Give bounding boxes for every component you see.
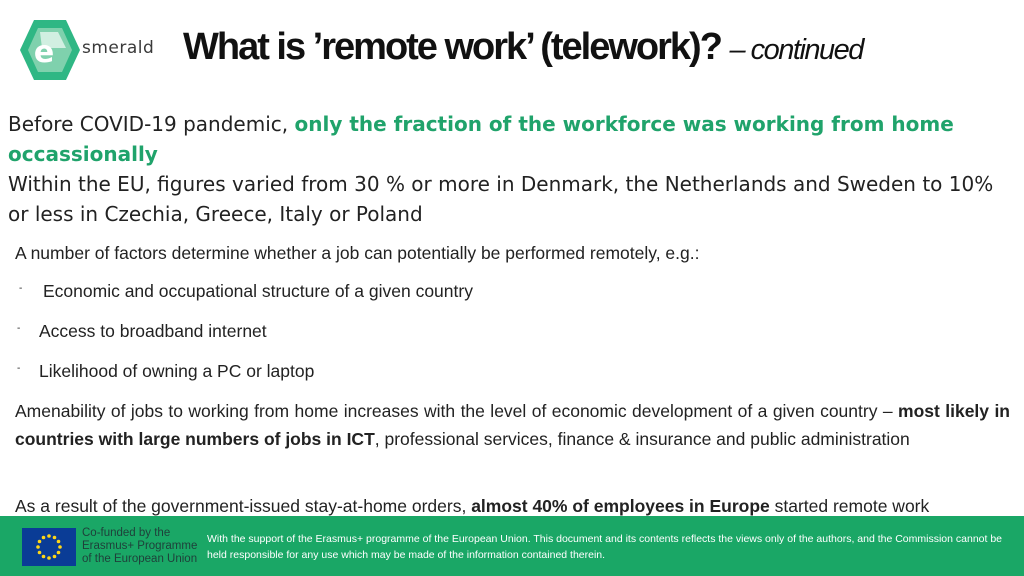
title-main: What is ’remote work’ (telework)? <box>183 26 730 68</box>
amenability-text-2: , professional services, finance & insurance and public administration <box>374 429 910 449</box>
intro-text <box>8 109 1016 229</box>
title-continued: – continued <box>729 34 863 66</box>
intro-plain: Before COVID-19 pandemic, <box>8 112 295 136</box>
factor-item-text: Access to broadband internet <box>39 321 267 341</box>
bullet-dash: - <box>17 363 21 374</box>
intro-highlight: only the fraction of the workforce was working from home occassionally <box>8 112 954 166</box>
eu-flag-icon <box>22 528 76 566</box>
factor-item-text: Economic and occupational structure of a given country <box>43 281 473 301</box>
factors-lead: A number of factors determine whether a job can potentially be performed remotely, e.g.: <box>15 243 700 263</box>
logo-wordmark: smerald <box>82 38 155 58</box>
logo-letter: e <box>33 35 55 70</box>
bullet-dash: - <box>19 283 23 294</box>
eu-cofunded-label: Co-funded by the Erasmus+ Programme of the European Union <box>82 527 198 565</box>
eu-cofunded-badge <box>22 527 198 568</box>
intro-line-1 <box>8 109 1016 169</box>
factor-item <box>17 321 267 342</box>
esmerald-emblem-icon <box>18 18 82 82</box>
result-text-1: As a result of the government-issued stay-at-home orders, <box>15 496 472 516</box>
result-text-2: started remote work <box>769 496 930 516</box>
intro-line-2: Within the EU, figures varied from 30 % or more in Denmark, the Netherlands and Sweden to 10% or less in Czechia, Greece, Italy or Poland <box>8 172 994 226</box>
factor-item <box>19 281 473 302</box>
factor-item-text: Likelihood of owning a PC or laptop <box>39 361 315 381</box>
amenability-bold: most likely in countries with large numbers of jobs in ICT <box>15 401 1010 449</box>
footer-disclaimer: With the support of the Erasmus+ programme of the European Union. This document and its contents reflects the views only of the authors, and the Commission cannot be held responsible for any use which may be made of the information contained therein. <box>207 533 1003 561</box>
result-bold: almost 40% of employees in Europe <box>471 496 770 516</box>
bullet-dash: - <box>17 323 21 334</box>
footer-bar <box>0 516 1024 576</box>
esmerald-logo <box>18 18 155 82</box>
page-title <box>183 26 1003 69</box>
amenability-text-1: Amenability of jobs to working from home increases with the level of economic development of a given country – <box>15 401 899 421</box>
factor-item <box>17 361 315 382</box>
amenability-paragraph <box>15 397 1010 453</box>
